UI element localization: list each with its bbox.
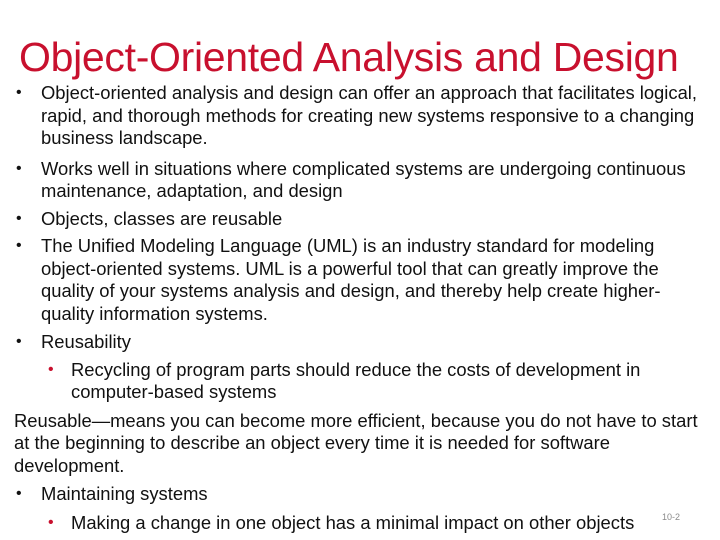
sub-bullet-dot-icon: •: [48, 360, 54, 378]
sub-bullet-text: Making a change in one object has a minimal impact on other objects: [71, 511, 635, 533]
sub-bullet-dot-icon: •: [48, 513, 54, 531]
bullet-item: [14, 208, 710, 231]
bullet-item: [14, 483, 710, 506]
bullet-text: Object-oriented analysis and design can offer an approach that facilitates logical, rapid, and thorough methods for creating new systems responsive to a changing business landscape.: [41, 82, 697, 148]
paragraph: Reusable—means you can become more efficient, because you do not have to start at the beginning to describe an object every time it is needed for software development.: [14, 409, 698, 476]
bullet-item: [14, 82, 710, 150]
bullet-dot-icon: •: [16, 159, 22, 177]
bullet-text: Reusability: [41, 331, 131, 352]
sub-bullet-text: Recycling of program parts should reduce the costs of development in computer-based systems: [71, 358, 641, 402]
bullet-dot-icon: •: [16, 333, 22, 350]
bullet-text: Objects, classes are reusable: [41, 207, 283, 229]
bullet-dot-icon: •: [16, 485, 22, 502]
bullet-item: [14, 158, 710, 203]
bullet-dot-icon: •: [16, 209, 22, 227]
bullet-text: Maintaining systems: [41, 483, 208, 504]
slide-title: Object-Oriented Analysis and Design: [19, 34, 679, 80]
bullet-dot-icon: •: [16, 237, 22, 254]
slide-body: [14, 82, 710, 540]
page-number: 10-2: [661, 512, 680, 522]
bullet-item: [14, 331, 710, 354]
bullet-dot-icon: •: [16, 84, 22, 101]
bullet-text: Works well in situations where complicated systems are undergoing continuous maintenance, adaptation, and design: [41, 157, 686, 201]
bullet-text: The Unified Modeling Language (UML) is an industry standard for modeling object-oriented systems. UML is a powerful tool that can greatly improve the quality of your systems analysis and design, and thereby help create higher-quality information systems.: [41, 235, 661, 324]
sub-bullet-item: [14, 512, 710, 535]
bullet-item: [14, 235, 710, 325]
sub-bullet-item: [14, 359, 710, 404]
